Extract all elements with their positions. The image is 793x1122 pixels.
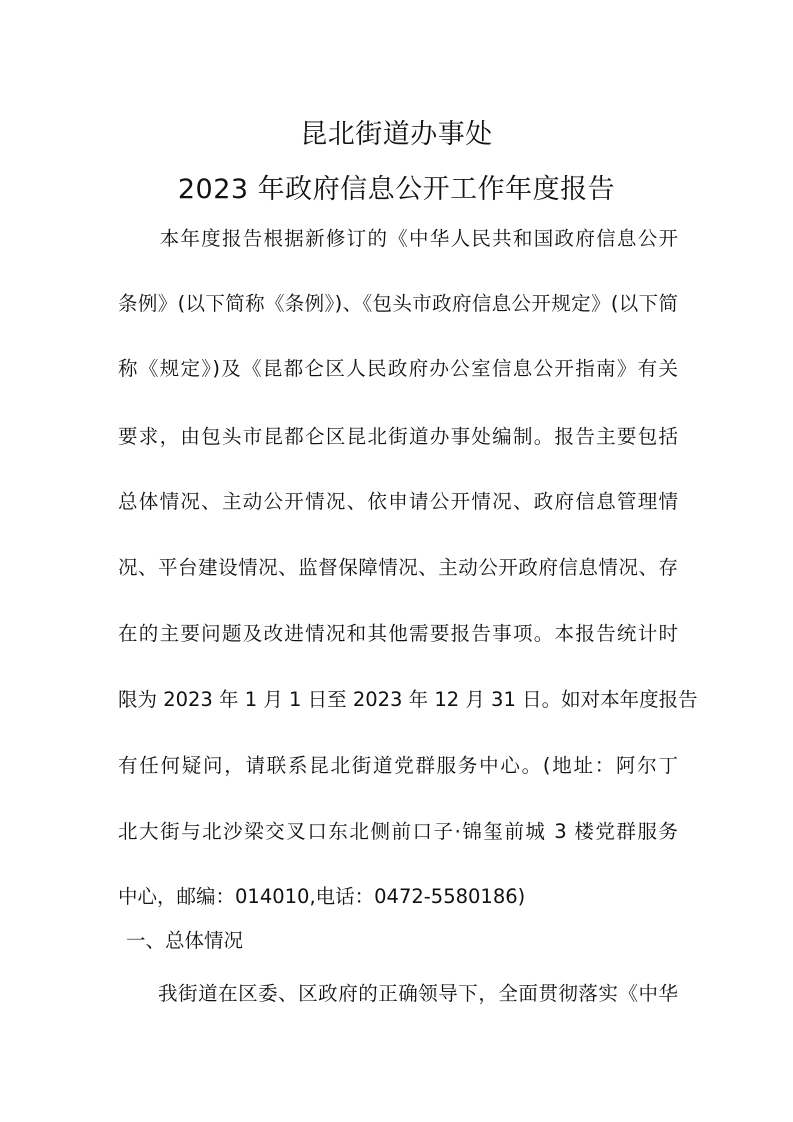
document-title-office: 昆北街道办事处 — [300, 119, 493, 150]
document-title-report: 2023 年政府信息公开工作年度报告 — [177, 174, 616, 205]
intro-paragraph-line: 中心，邮编：014010,电话：0472-5580186) — [118, 885, 526, 908]
section-heading-overview: 一、总体情况 — [126, 929, 244, 952]
intro-paragraph-line: 本年度报告根据新修订的《中华人民共和国政府信息公开 — [118, 227, 678, 250]
section1-paragraph-line: 我街道在区委、区政府的正确领导下，全面贯彻落实《中华 — [118, 982, 678, 1005]
intro-paragraph-line: 限为 2023 年 1 月 1 日至 2023 年 12 月 31 日。如对本年度报告 — [118, 688, 698, 711]
intro-paragraph-line: 在的主要问题及改进情况和其他需要报告事项。本报告统计时 — [118, 622, 678, 645]
intro-paragraph-line: 称《规定》)及《昆都仑区人民政府办公室信息公开指南》有关 — [118, 357, 678, 380]
intro-paragraph-line: 北大街与北沙梁交叉口东北侧前口子·锦玺前城 3 楼党群服务 — [118, 820, 678, 843]
intro-paragraph-line: 总体情况、主动公开情况、依申请公开情况、政府信息管理情 — [118, 490, 678, 513]
intro-paragraph-line: 有任何疑问，请联系昆北街道党群服务中心。(地址：阿尔丁 — [118, 754, 678, 777]
intro-paragraph-line: 要求，由包头市昆都仑区昆北街道办事处编制。报告主要包括 — [118, 425, 678, 448]
intro-paragraph-line: 条例》(以下简称《条例》)、《包头市政府信息公开规定》(以下简 — [118, 292, 678, 315]
intro-paragraph-line: 况、平台建设情况、监督保障情况、主动公开政府信息情况、存 — [118, 556, 678, 579]
